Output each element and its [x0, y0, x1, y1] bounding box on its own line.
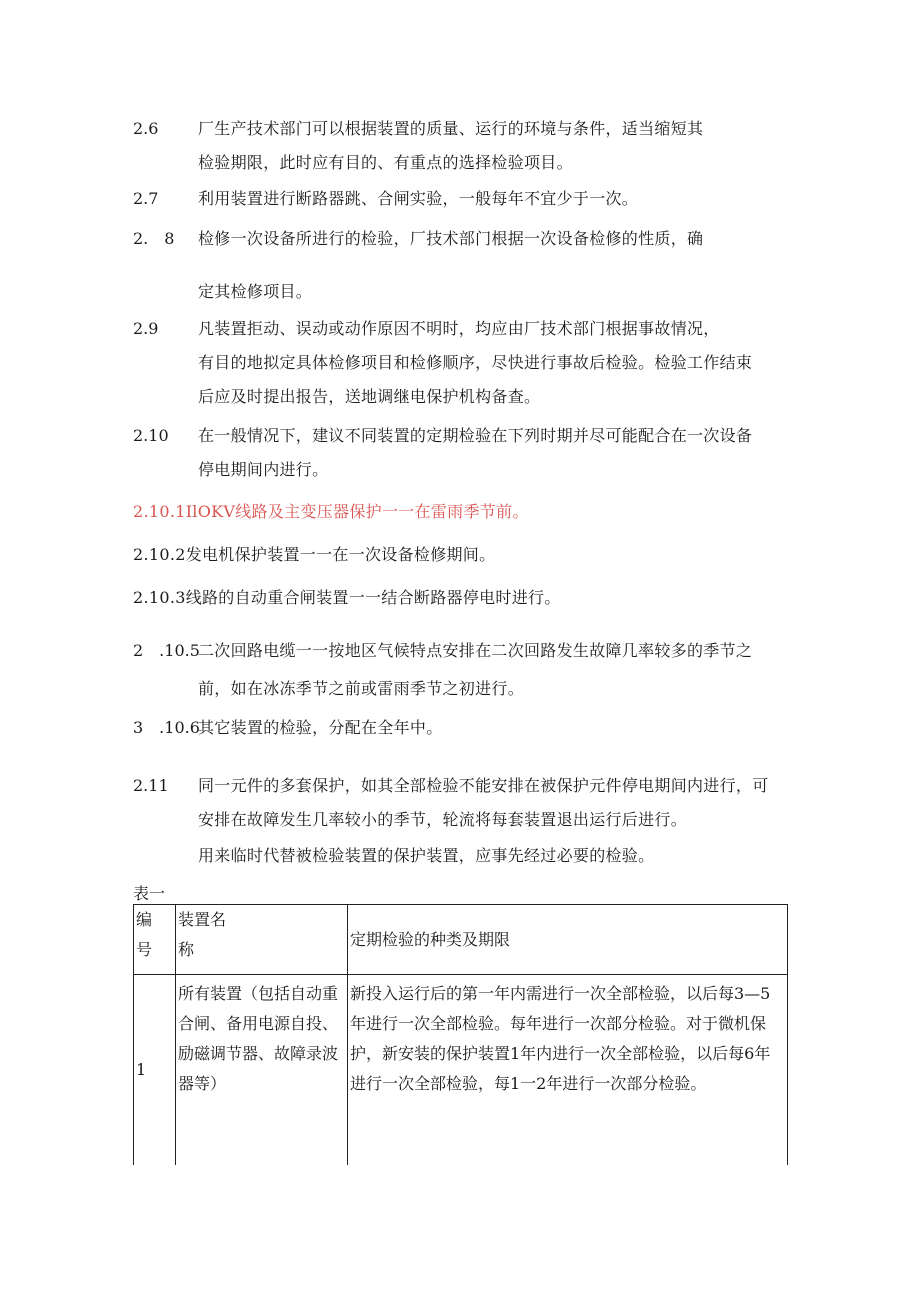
paragraph-line: 二次回路电缆一一按地区气候特点安排在二次回路发生故障几率较多的季节之	[198, 641, 753, 660]
paragraph-line: 利用装置进行断路器跳、合闸实验，一般每年不宜少于一次。	[198, 189, 639, 208]
header-text: 定期检验的种类及期限	[350, 929, 511, 949]
header-text: 号	[136, 940, 153, 959]
paragraph-line: 2.10.2发电机保护装置一一在一次设备检修期间。	[133, 545, 496, 564]
table-caption: 表一	[133, 884, 166, 903]
paragraph-line: 厂生产技术部门可以根据装置的质量、运行的环境与条件，适当缩短其	[198, 119, 704, 138]
section-number: 2.11	[133, 776, 169, 795]
paragraph-line: 检验期限，此时应有目的、有重点的选择检验项目。	[198, 153, 573, 172]
paragraph-line: 其它装置的检验，分配在全年中。	[198, 718, 443, 737]
header-text: 编	[136, 910, 153, 929]
paragraph-line: 在一般情况下，建议不同装置的定期检验在下列时期并尽可能配合在一次设备	[198, 426, 753, 445]
paragraph-line: 停电期间内进行。	[198, 460, 329, 479]
paragraph-line: 安排在故障发生几率较小的季节，轮流将每套装置退出运行后进行。	[198, 810, 688, 829]
header-cell-device-name	[176, 905, 348, 975]
header-cell-number	[134, 905, 176, 975]
paragraph-line: 检修一次设备所进行的检验，厂技术部门根据一次设备检修的性质，确	[198, 229, 704, 248]
section-number: 2.6	[133, 119, 159, 138]
section-number: 2.7	[133, 189, 159, 208]
section-number: 3 .10.6	[133, 718, 200, 737]
section-number: 2 .10.5	[133, 641, 200, 660]
table-row	[134, 975, 788, 1165]
paragraph-line: 同一元件的多套保护，如其全部检验不能安排在被保护元件停电期间内进行，可	[198, 776, 769, 795]
inspection-schedule-table	[133, 904, 788, 1165]
row-schedule-cell: 新投入运行后的第一年内需进行一次全部检验，以后每3—5年进行一次全部检验。每年进行一次部分检验。对于微机保护，新安装的保护装置1年内进行一次全部检验，以后每6年进行一次全部检验，每1一2年进行一次部分检验。	[348, 975, 788, 1165]
paragraph-line: 有目的地拟定具体检修项目和检修顺序，尽快进行事故后检验。检验工作结束	[198, 353, 753, 372]
header-cell-schedule	[348, 905, 788, 975]
paragraph-line: 后应及时提出报告，送地调继电保护机构备查。	[198, 387, 541, 406]
paragraph-line: 用来临时代替被检验装置的保护装置，应事先经过必要的检验。	[198, 846, 655, 865]
highlighted-paragraph: 2.10.1IlOKV线路及主变压器保护一一在雷雨季节前。	[133, 502, 529, 521]
row-device-name-cell: 所有装置（包括自动重合闸、备用电源自投、励磁调节器、故障录波器等）	[176, 975, 348, 1165]
paragraph-line: 2.10.3线路的自动重合闸装置一一结合断路器停电时进行。	[133, 588, 561, 607]
section-number: 2. 8	[133, 229, 175, 248]
section-number: 2.9	[133, 319, 159, 338]
header-text: 装置名	[178, 910, 227, 929]
table-header-row	[134, 905, 788, 975]
section-number: 2.10	[133, 426, 169, 445]
header-text: 称	[178, 940, 195, 959]
paragraph-line: 凡装置拒动、误动或动作原因不明时，均应由厂技术部门根据事故情况，	[198, 319, 720, 338]
row-number-cell: 1	[134, 975, 176, 1165]
paragraph-line: 定其检修项目。	[198, 282, 313, 301]
paragraph-line: 前，如在冰冻季节之前或雷雨季节之初进行。	[198, 679, 525, 698]
